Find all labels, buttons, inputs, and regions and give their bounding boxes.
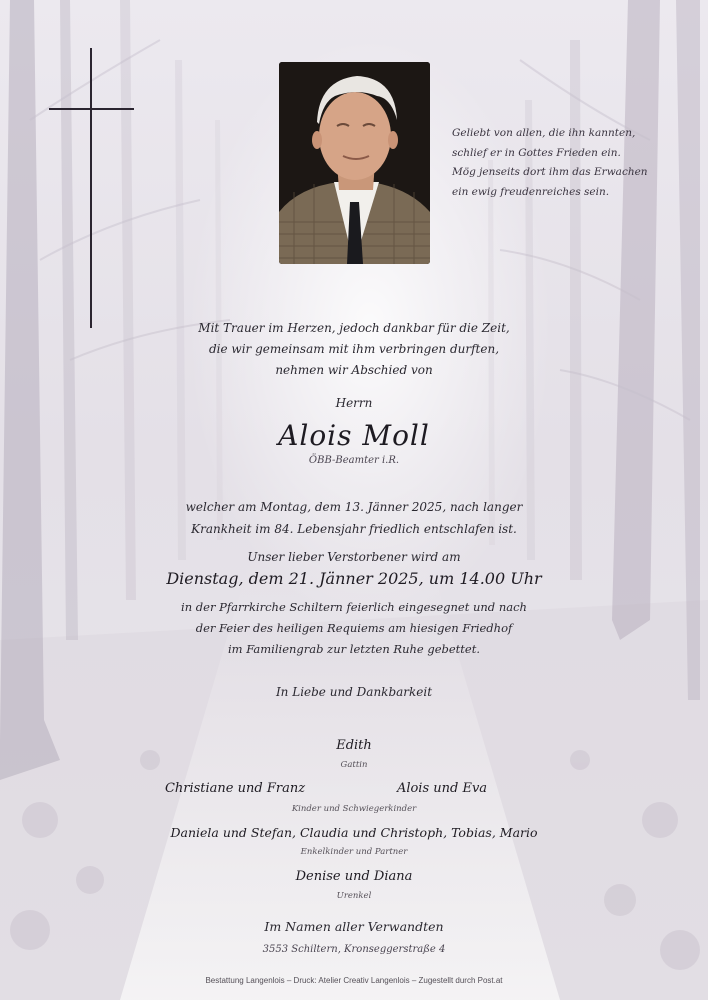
intro-line: die wir gemeinsam mit ihm verbringen durften, — [208, 342, 500, 356]
death-notice-line: Krankheit im 84. Lebensjahr friedlich entschlafen ist. — [191, 522, 517, 536]
mourner-great-grandchildren: Denise und Diana — [295, 869, 413, 884]
print-footer: Bestattung Langenlois – Druck: Atelier Creativ Langenlois – Zugestellt durch Post.at — [205, 976, 503, 985]
mourner-children-a: Christiane und Franz — [164, 781, 306, 796]
death-notice-line: welcher am Montag, dem 13. Jänner 2025, nach langer — [185, 500, 523, 514]
intro-text — [0, 318, 708, 381]
relation-grandchildren: Enkelkinder und Partner — [300, 847, 408, 857]
poem-line: schlief er in Gottes Frieden ein. — [452, 146, 621, 159]
poem-line: Geliebt von allen, die ihn kannten, — [452, 127, 636, 139]
poem-line: Mög jenseits dort ihm das Erwachen — [452, 166, 648, 178]
death-notice — [0, 496, 708, 540]
cross-horizontal-bar — [49, 108, 134, 110]
mourner-wife: Edith — [336, 738, 372, 753]
poem-line: ein ewig freudenreiches sein. — [452, 185, 610, 198]
family-address: 3553 Schiltern, Kronseggerstraße 4 — [262, 944, 446, 955]
ceremony-place-line: der Feier des heiligen Requiems am hiesigen Friedhof — [195, 621, 513, 635]
deceased-title: ÖBB-Beamter i.R. — [308, 455, 400, 466]
ceremony-place-line: im Familiengrab zur letzten Ruhe gebettet. — [227, 642, 481, 656]
love-line: In Liebe und Dankbarkeit — [275, 685, 433, 699]
salutation: Herrn — [335, 396, 373, 410]
portrait-illustration — [279, 62, 430, 264]
deceased-name: Alois Moll — [278, 419, 430, 452]
relation-children: Kinder und Schwiegerkinder — [291, 804, 417, 814]
behalf-line: Im Namen aller Verwandten — [264, 919, 444, 934]
mourner-grandchildren: Daniela und Stefan, Claudia und Christoph, Tobias, Mario — [170, 825, 538, 840]
relation-great-grandchildren: Urenkel — [336, 891, 372, 901]
intro-line: nehmen wir Abschied von — [275, 363, 433, 377]
memorial-poem — [452, 124, 692, 202]
ceremony-intro: Unser lieber Verstorbener wird am — [247, 550, 461, 564]
ceremony-place — [0, 597, 708, 660]
ceremony-place-line: in der Pfarrkirche Schiltern feierlich eingesegnet und nach — [181, 600, 527, 614]
intro-line: Mit Trauer im Herzen, jedoch dankbar für die Zeit, — [198, 321, 510, 335]
ceremony-date: Dienstag, dem 21. Jänner 2025, um 14.00 Uhr — [166, 569, 542, 588]
cross-vertical-bar — [90, 48, 92, 328]
deceased-portrait-photo — [279, 62, 430, 264]
relation-wife: Gattin — [340, 760, 368, 770]
mourner-children-b: Alois und Eva — [396, 781, 488, 796]
